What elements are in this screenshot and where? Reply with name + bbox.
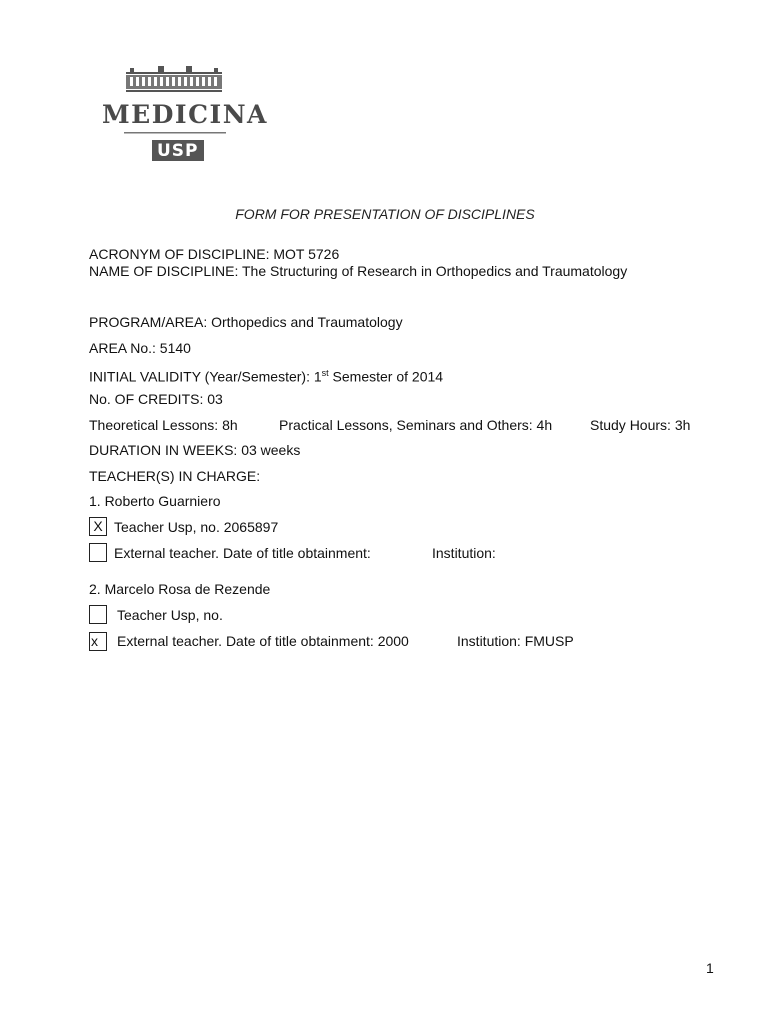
teacher-1-institution: Institution: bbox=[432, 545, 496, 561]
discipline-acronym: ACRONYM OF DISCIPLINE: MOT 5726 bbox=[89, 246, 340, 262]
discipline-name: NAME OF DISCIPLINE: The Structuring of Research in Orthopedics and Traumatology bbox=[89, 263, 628, 279]
initial-validity-prefix: INITIAL VALIDITY (Year/Semester): 1 bbox=[89, 368, 322, 385]
study-hours: Study Hours: 3h bbox=[590, 417, 691, 433]
teacher-1-name: 1. Roberto Guarniero bbox=[89, 493, 221, 509]
teacher-2-name: 2. Marcelo Rosa de Rezende bbox=[89, 581, 271, 597]
teacher-1-usp-label: Teacher Usp, no. 2065897 bbox=[114, 519, 279, 535]
teacher-2-external-label: External teacher. Date of title obtainment: 2000 bbox=[117, 633, 409, 649]
area-number: AREA No.: 5140 bbox=[89, 340, 191, 356]
form-title: FORM FOR PRESENTATION OF DISCIPLINES bbox=[235, 206, 535, 222]
initial-validity bbox=[89, 365, 443, 386]
initial-validity-suffix: Semester of 2014 bbox=[328, 368, 444, 385]
teacher-2-usp-checkbox[interactable] bbox=[89, 605, 107, 624]
teachers-heading: TEACHER(S) IN CHARGE: bbox=[89, 468, 261, 484]
logo-wordmark: MEDICINA bbox=[102, 100, 268, 129]
teacher-1-external-label: External teacher. Date of title obtainment: bbox=[114, 545, 371, 561]
teacher-2-external-checkbox[interactable]: x bbox=[89, 632, 107, 651]
page-number: 1 bbox=[706, 960, 714, 976]
teacher-2-usp-label: Teacher Usp, no. bbox=[117, 607, 223, 623]
practical-lessons: Practical Lessons, Seminars and Others: 4h bbox=[279, 417, 553, 433]
teacher-2-institution: Institution: FMUSP bbox=[457, 633, 574, 649]
teacher-1-usp-checkbox[interactable]: X bbox=[89, 517, 107, 536]
initial-validity-sup: st bbox=[321, 368, 329, 378]
program-area: PROGRAM/AREA: Orthopedics and Traumatology bbox=[89, 314, 403, 330]
logo-usp-mark: USP bbox=[152, 140, 204, 161]
theoretical-lessons: Theoretical Lessons: 8h bbox=[89, 417, 238, 433]
teacher-1-external-checkbox[interactable] bbox=[89, 543, 107, 562]
credits: No. OF CREDITS: 03 bbox=[89, 391, 223, 407]
duration: DURATION IN WEEKS: 03 weeks bbox=[89, 442, 301, 458]
